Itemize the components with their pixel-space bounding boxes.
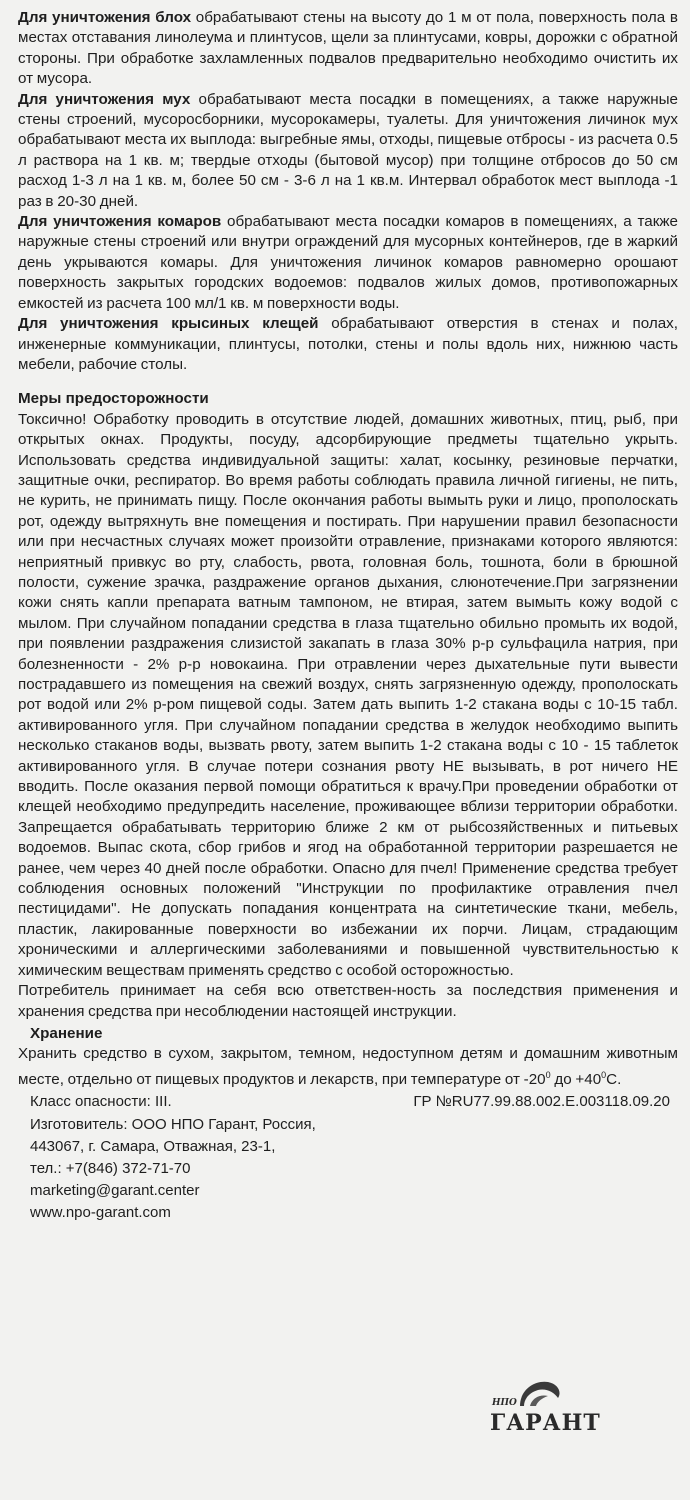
registration-number: ГР №RU77.99.88.002.Е.003118.09.20 xyxy=(413,1093,670,1111)
storage-heading: Хранение xyxy=(30,1024,103,1042)
manufacturer-phone: тел.: +7(846) 372-71-70 xyxy=(30,1160,191,1178)
paragraph-flies xyxy=(18,90,678,212)
precautions-text: Токсично! Обработку проводить в отсутствие людей, домашних животных, птиц, рыб, при открытых окнах. Продукты, посуду, адсорбирующие предметы тщательно укрыть. Использовать средства индивидуальной защиты: халат, косынку, резиновые перчатки, защитные очки, респиратор. Во время работы соблюдать правила личной гигиены, не пить, не курить, не принимать пищу. После окончания работы вымыть руки и лицо, прополоскать рот, одежду вытряхнуть вне помещения и постирать. При нарушении правил безопасности или при несчастных случаях может произойти отравление, признаками которого являются: неприятный привкус во рту, слабость, рвота, головная боль, тошнота, боли в брюшной полости, сужение зрачка, раздражение органов дыхания, слюнотечение.При загрязнении кожи снять капли препарата ватным тампоном, не втирая, затем вымыть кожу водой с мылом. При случайном попадании средства в глаза тщательно обильно промыть их водой, при появлении раздражения слизистой закапать в глаза 30% р-р сульфацила натрия, при болезненности - 2% р-р новокаина. При отравлении через дыхательные пути вывести пострадавшего из помещения на свежий воздух, снять загрязненную одежду, прополоскать рот водой или 2% р-ром пищевой соды. Затем дать выпить 1-2 стакана воды с 10-15 табл. активированного угля. При случайном попадании средства в желудок необходимо выпить несколько стаканов воды, вызвать рвоту, затем выпить 1-2 стакана воды с 10 - 15 таблеток активированного угля. В случае потери сознания рвоту НЕ вызывать, в рот ничего НЕ вводить. После оказания первой помощи обратиться к врачу.При проведении обработки от клещей необходимо предупредить население, проживающее вблизи территории обработки. Запрещается обрабатывать территорию ближе 2 км от рыбсозяйственных и питьевых водоемов. Выпас скота, сбор грибов и ягод на обработанной территории разрешается не ранее, чем через 40 дней после обработки. Опасно для пчел! Применение средства требует соблюдения основных положений "Инструкции по профилактике отравления пчел пестицидами". Не допускать попадания концентрата на синтетические ткани, мебель, пластик, лакированные поверхности во избежании их порчи. Лицам, страдающим хроническими и аллергическими заболеваниями и повышенной чувствительностью к химическим веществам применять средство с особой осторожностью. xyxy=(18,410,678,979)
text-mites: обрабатывают отверстия в стенах и полах, инженерные коммуникации, плинтусы, потолки, стены и полы вдоль них, нижнюю часть мебели, рабочие столы. xyxy=(18,315,678,373)
responsibility-text: Потребитель принимает на себя всю ответствен-ность за последствия применения и хранения средства при несоблюдении настоящей инструкции. xyxy=(18,982,678,1020)
class-registration-row xyxy=(18,1092,678,1112)
text-flies: обрабатывают места посадки в помещениях, а также наружные стены строений, мусоросборники, мусорокамеры, туалеты. Для уничтожения личинок мух обрабатывают места их выплода: выгребные ямы, отходы, пищевые отбросы - из расчета 0.5 л раствора на 1 кв. м; твердые отходы (бытовой мусор) при толщине отбросов до 50 см расход 1-3 л на 1 кв. м, более 50 см - 3-6 л на 1 кв.м. Интервал обработок мест выплода -1 раз в 20-30 дней. xyxy=(18,90,678,210)
logo-name: ГАРАНТ xyxy=(490,1410,601,1436)
paragraph-mosquitoes xyxy=(18,212,678,314)
text-mosquitoes: обрабатывают места посадки комаров в помещениях, а также наружные стены строений или внутри ограждений для мусорных контейнеров, где в жаркий день укрываются комары. Для уничтожения личинок комаров равномерно орошают поверхность закрытых городских водоемов: подвалов жилых домов, противопожарных емкостей из расчета 100 мл/1 кв. м поверхности воды. xyxy=(18,213,679,312)
storage-text-mid: до +40 xyxy=(550,1070,602,1088)
degree-sign-1: 0 xyxy=(545,1069,551,1080)
degree-sign-2: 0 xyxy=(601,1069,607,1080)
manufacturer-email: marketing@garant.center xyxy=(30,1182,200,1200)
garant-logo xyxy=(490,1376,601,1446)
lead-mites: Для уничтожения крысиных клещей xyxy=(18,315,319,333)
manufacturer-address: 443067, г. Самара, Отважная, 23-1, xyxy=(30,1138,276,1156)
paragraph-mites xyxy=(18,314,678,375)
storage-text-main: Хранить средство в сухом, закрытом, темном, недоступном детям и домашним животным месте, отдельно от пищевых продуктов и лекарств, при температуре от -20 xyxy=(18,1045,678,1088)
precautions-heading: Меры предосторожности xyxy=(18,390,209,408)
manufacturer-block xyxy=(18,1114,678,1224)
text-fleas: обрабатывают стены на высоту до 1 м от пола, поверхность пола в местах отставания линолеума и плинтусов, щели за плинтусами, ковры, дорожки с обратной стороны. При обработке захламленных подвалов предварительно необходимо очистить их от мусора. xyxy=(18,9,678,88)
paragraph-fleas xyxy=(18,8,678,90)
storage-text xyxy=(18,1044,678,1090)
lead-flies-word: мух xyxy=(162,90,191,108)
logo-small-text: НПО xyxy=(492,1398,517,1408)
manufacturer-website: www.npo-garant.com xyxy=(30,1204,171,1222)
lead-mosquitoes: Для уничтожения комаров xyxy=(18,213,222,231)
storage-text-end: С. xyxy=(606,1070,622,1088)
lead-flies: Для уничтожения xyxy=(18,90,154,108)
hazard-class: Класс опасности: III. xyxy=(30,1093,172,1111)
manufacturer-line-1: Изготовитель: ООО НПО Гарант, Россия, xyxy=(30,1116,316,1134)
lead-fleas: Для уничтожения блох xyxy=(18,9,192,26)
